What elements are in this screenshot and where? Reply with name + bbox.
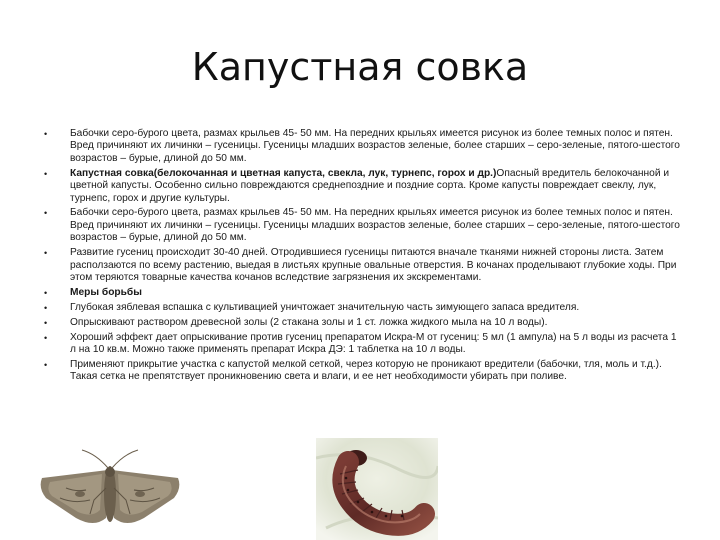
bullet-text: Хороший эффект дает опрыскивание против гусениц препаратом Искра-М от гусениц: 5 мл (1 ампула) на 5 л воды из расчета 1 л на 10 кв.м. Можно также применять препарат Искра ДЭ: 1 таблетка на 10 л воды. (70, 331, 677, 355)
bullet-text: Опрыскивают раствором древесной золы (2 стакана золы и 1 ст. ложка жидкого мыла на 10 л воды). (70, 316, 548, 328)
list-item (44, 128, 684, 165)
bullet-list (44, 128, 684, 386)
bullet-text: Опасный вредитель белокочанной и цветной капусты. Особенно сильно повреждаются среднепоздние и поздние сорта. Кроме капусты повреждает свеклу, лук, турнепс, горох и другие культуры. (70, 167, 670, 204)
bullet-dot: • (44, 248, 48, 259)
bullet-text: Применяют прикрытие участка с капустой мелкой сеткой, через которую не проникают вредители (бабочки, тля, моль и т.д.). Такая сетка не препятствует проникновению света и влаги, и ее нет необходимости убирать при поливе. (70, 358, 662, 383)
bullet-dot: • (44, 302, 48, 313)
bullet-bold-text: Капустная совка(белокочанная и цветная капуста, свекла, лук, турнепс, горох и др.) (70, 167, 497, 179)
bullet-dot: • (44, 359, 48, 370)
bullet-text: Глубокая зяблевая вспашка с культивацией уничтожает значительную часть зимующего запаса вредителя. (70, 301, 580, 313)
list-item (44, 317, 684, 329)
bullet-dot: • (44, 332, 48, 343)
bullet-text: Развитие гусениц происходит 30-40 дней. Отродившиеся гусеницы питаются вначале тканями нижней стороны листа. Затем расползаются по всему растению, выедая в листьях крупные овальные отверстия. В кочанах проделывают глубокие ходы. При этом теряются товарные качества кочанов вследствие загрязнения их экскрементами. (70, 247, 677, 283)
list-item (44, 207, 684, 244)
list-item (44, 332, 684, 357)
list-item (44, 302, 684, 314)
list-item (44, 168, 684, 205)
bullet-dot: • (44, 208, 48, 219)
bullet-dot: • (44, 287, 48, 298)
bullet-text: Бабочки серо-бурого цвета, размах крыльев 45- 50 мм. На передних крыльях имеется рисунок из более темных полос и пятен. Вред причиняют их личинки – гусеницы. Гусеницы младших возрастов зеленые, более старших – серо-зеленые, пятого-шестого возрастов – бурые, длиной до 50 мм. (70, 207, 680, 244)
list-item (44, 247, 684, 284)
list-item (44, 359, 684, 384)
bullet-dot: • (44, 168, 48, 179)
bullet-text: Бабочки серо-бурого цвета, размах крыльев 45- 50 мм. На передних крыльях имеется рисунок из более темных полос и пятен. Вред причиняют их личинки – гусеницы. Гусеницы младших возрастов зеленые, более старших – серо-зеленые, пятого-шестого возрастов – бурые, длиной до 50 мм. (70, 128, 680, 164)
list-item (44, 287, 684, 299)
caterpillar-image (316, 438, 438, 540)
slide-title: Капустная совка (191, 45, 529, 89)
bullet-dot: • (44, 129, 48, 139)
bullet-bold-text: Меры борьбы (70, 286, 142, 298)
moth-image (36, 448, 184, 540)
bullet-dot: • (44, 317, 48, 328)
